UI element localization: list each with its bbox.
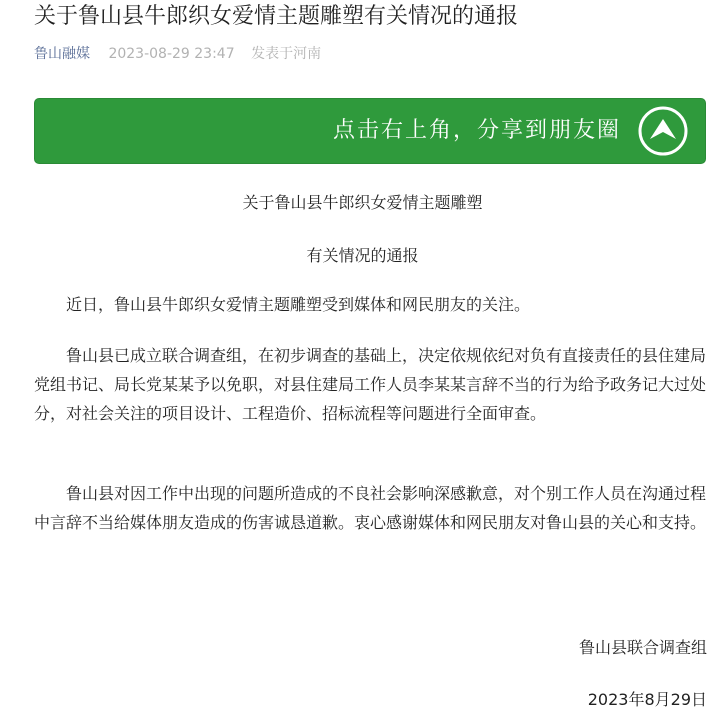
article-meta	[34, 42, 321, 66]
article-title: 关于鲁山县牛郎织女爱情主题雕塑有关情况的通报	[34, 4, 519, 29]
signature-date: 2023年8月29日	[587, 690, 707, 709]
share-banner-text: 点击右上角，分享到朋友圈	[332, 118, 621, 143]
heading-line-2: 有关情况的通报	[306, 246, 419, 265]
paragraph-1: 近日，鲁山县牛郎织女爱情主题雕塑受到媒体和网民朋友的关注。	[66, 295, 531, 314]
publish-location: 发表于河南	[251, 46, 322, 62]
heading-line-1: 关于鲁山县牛郎织女爱情主题雕塑	[242, 193, 483, 212]
publish-time: 2023-08-29 23:47	[108, 46, 235, 62]
paragraph-3: 鲁山县对因工作中出现的问题所造成的不良社会影响深感歉意，对个别工作人员在沟通过程中言辞不当给媒体朋友造成的伤害诚恳道歉。衷心感谢媒体和网民朋友对鲁山县的关心和支持。	[34, 484, 707, 532]
account-name-link[interactable]: 鲁山融媒	[34, 46, 90, 62]
paragraph-2: 鲁山县已成立联合调查组，在初步调查的基础上，决定依规依纪对负有直接责任的县住建局党组书记、局长党某某予以免职，对县住建局工作人员李某某言辞不当的行为给予政务记大过处分，对社会关注的项目设计、工程造价、招标流程等问题进行全面审查。	[34, 346, 707, 423]
up-arrow-circle-icon	[637, 105, 689, 157]
share-banner	[34, 98, 706, 164]
signature: 鲁山县联合调查组	[578, 638, 707, 657]
